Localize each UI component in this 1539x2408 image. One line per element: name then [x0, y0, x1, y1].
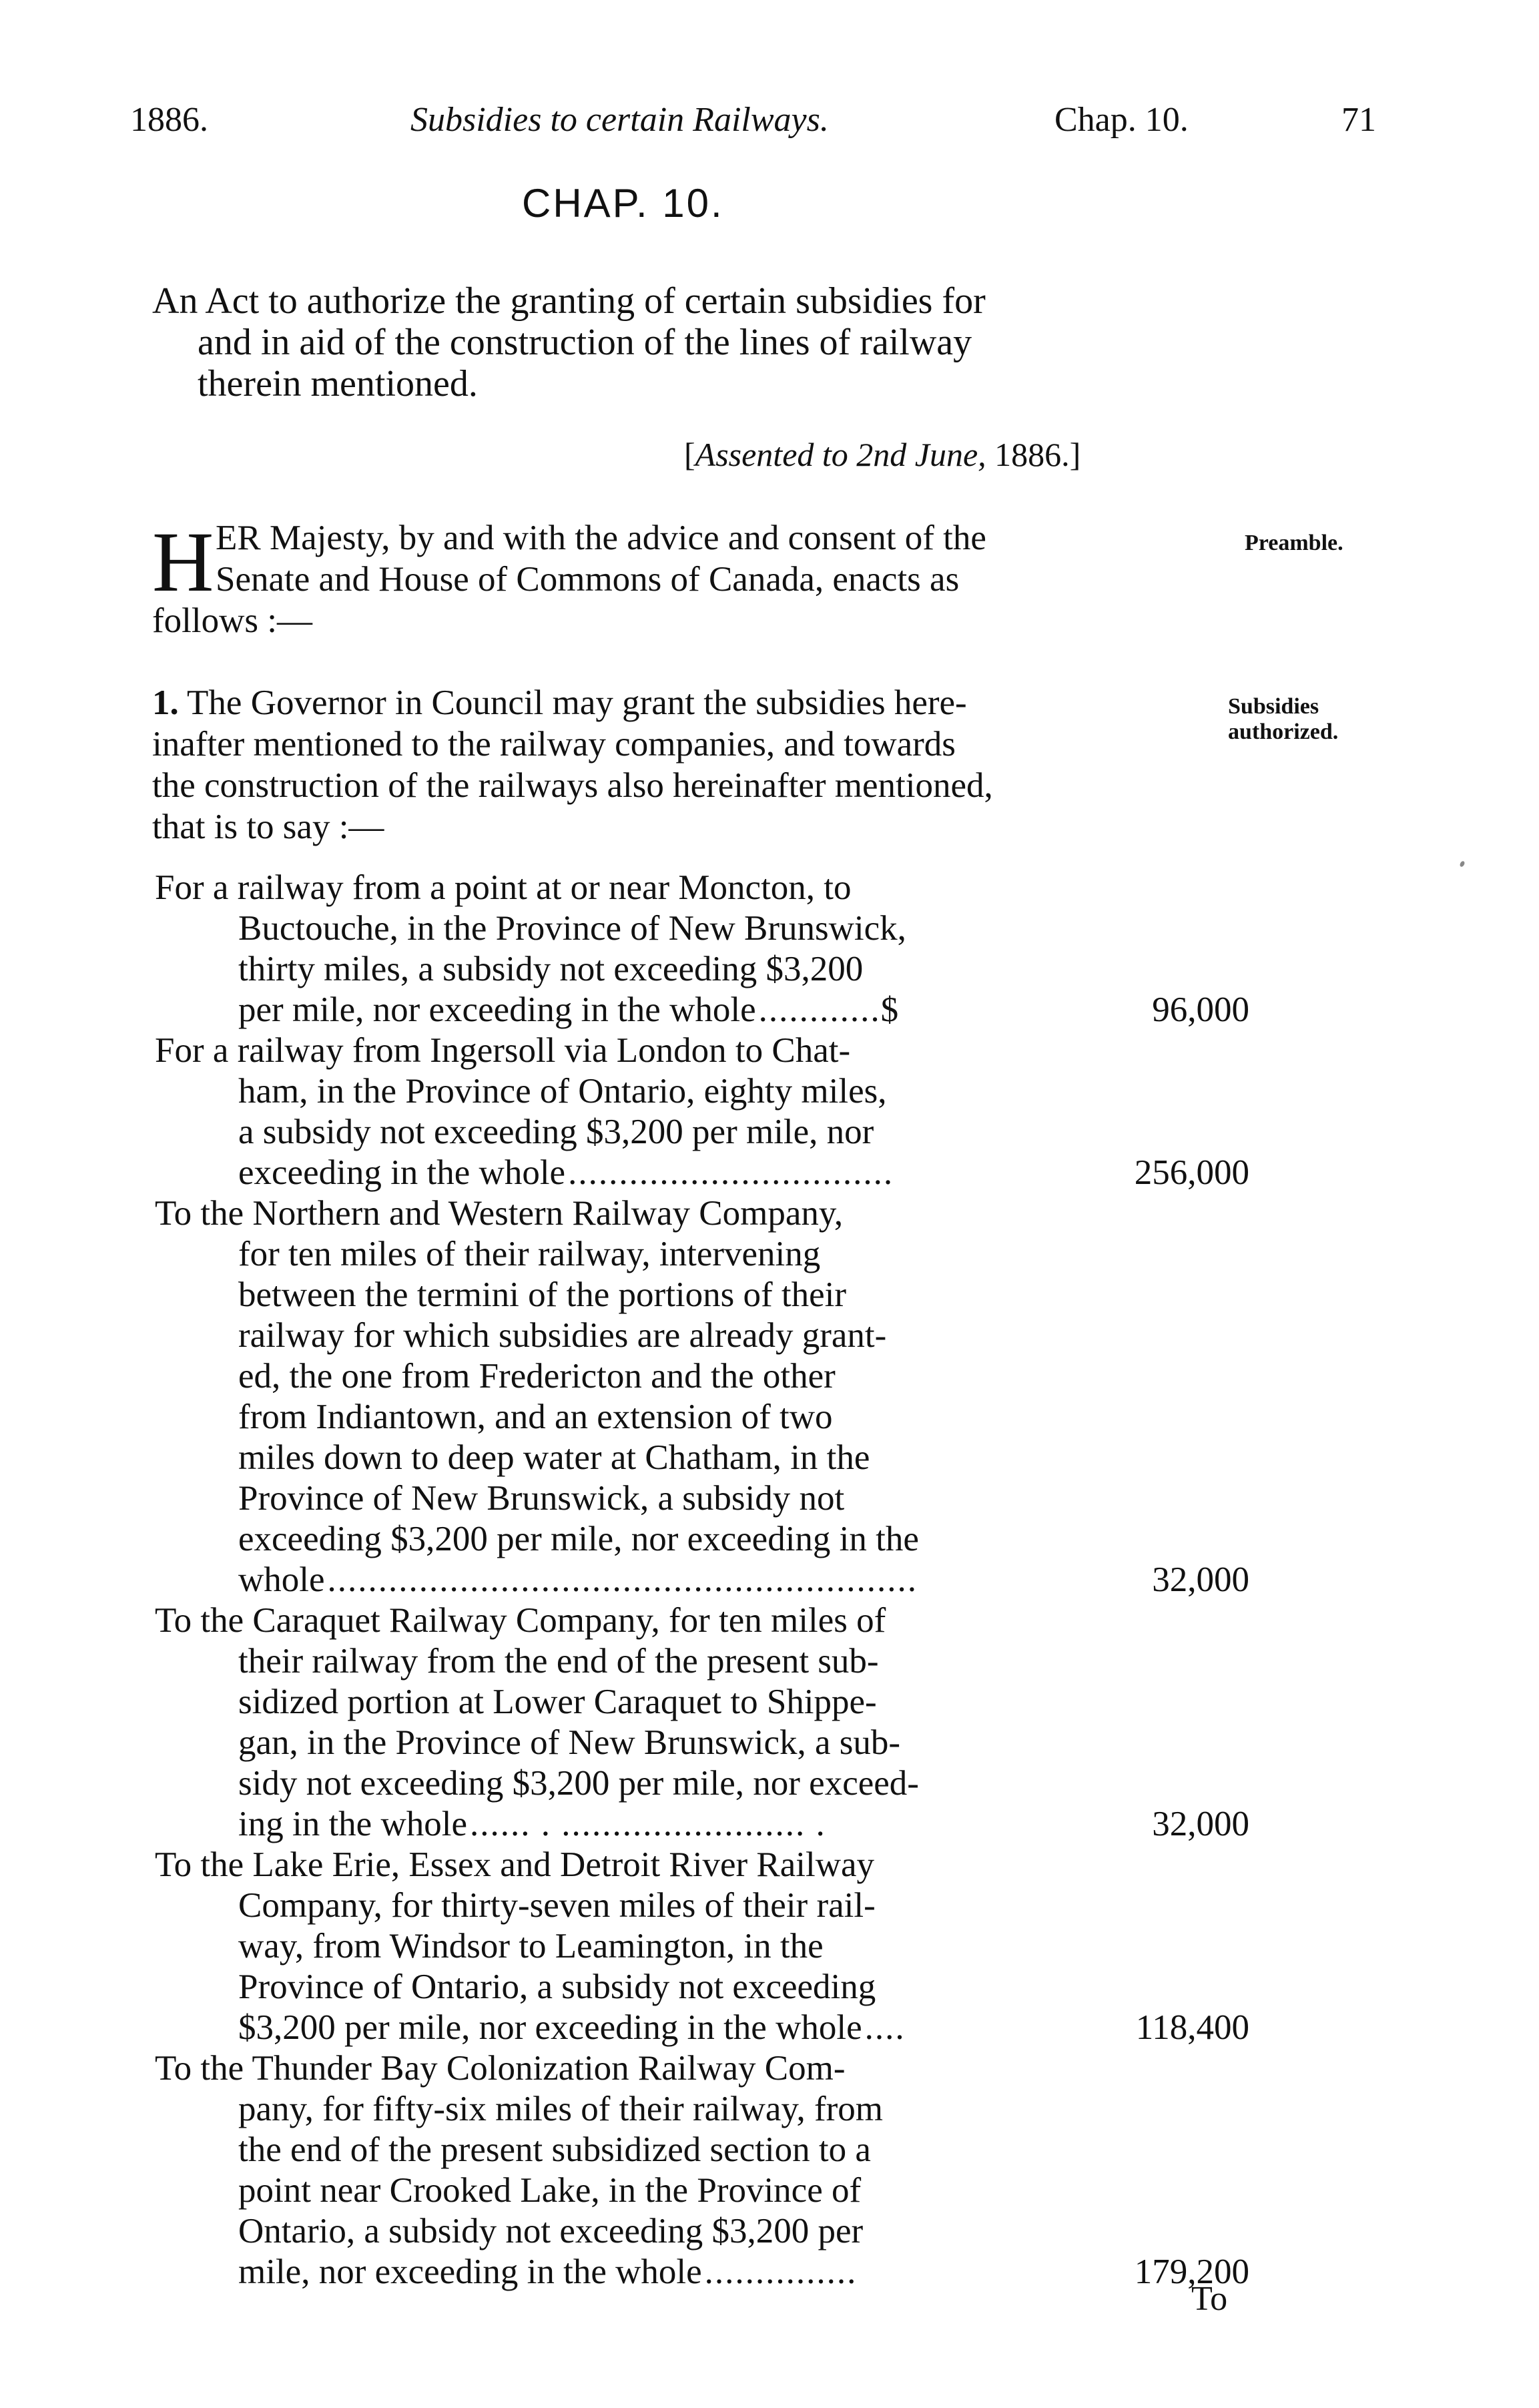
entry-line: point near Crooked Lake, in the Province of	[238, 2171, 862, 2210]
preamble-dropcap: H	[152, 515, 214, 609]
subsidy-entry	[155, 1600, 1249, 1845]
entry-line: Province of New Brunswick, a subsidy not	[238, 1479, 845, 1518]
preamble-text	[216, 517, 986, 600]
entry-line: To the Lake Erie, Essex and Detroit River Railway	[155, 1845, 875, 1884]
section-1-line: the construction of the railways also hereinafter mentioned,	[152, 766, 993, 805]
margin-note-subsidies	[1228, 694, 1338, 745]
entry-last-line	[155, 1804, 1249, 1845]
assent-date	[684, 435, 1081, 474]
header-year: 1886.	[130, 101, 208, 139]
subsidy-entry	[155, 1845, 1249, 2048]
preamble-line: Senate and House of Commons of Canada, enacts as	[216, 560, 960, 599]
entry-line: exceeding $3,200 per mile, nor exceeding in the	[238, 1520, 919, 1558]
section-number: 1.	[152, 683, 179, 722]
entry-line: ed, the one from Fredericton and the other	[238, 1357, 836, 1396]
header-chapter: Chap. 10.	[1054, 101, 1189, 139]
entry-line: mile, nor exceeding in the whole	[238, 2252, 702, 2291]
entry-line: per mile, nor exceeding in the whole	[238, 990, 756, 1029]
entry-line: miles down to deep water at Chatham, in the	[238, 1438, 870, 1477]
entry-line: For a railway from a point at or near Moncton, to	[155, 868, 852, 907]
assent-prefix: [	[684, 436, 695, 473]
entry-line: Company, for thirty-seven miles of their rail-	[238, 1886, 876, 1925]
entry-last-line	[155, 1560, 1249, 1600]
section-1-line: that is to say :—	[152, 808, 384, 846]
subsidy-amount: 32,000	[1152, 1560, 1249, 1599]
entry-line: between the termini of the portions of their	[238, 1275, 847, 1314]
entry-line: For a railway from Ingersoll via London to Chat-	[155, 1031, 851, 1070]
entry-line: sidy not exceeding $3,200 per mile, nor exceed-	[238, 1764, 919, 1803]
leader-dots: ............$	[758, 990, 900, 1029]
entry-line: Ontario, a subsidy not exceeding $3,200 per	[238, 2212, 864, 2250]
leader-dots: ....	[864, 2008, 906, 2047]
margin-note-line: authorized.	[1228, 719, 1339, 744]
subsidy-amount: 118,400	[1135, 2008, 1249, 2047]
entry-line: their railway from the end of the present sub-	[238, 1642, 879, 1681]
preamble-line: follows :—	[152, 601, 312, 640]
entry-last-line	[155, 1153, 1249, 1193]
entry-line: To the Northern and Western Railway Company,	[155, 1194, 844, 1233]
margin-note-line: Subsidies	[1228, 694, 1319, 719]
act-title	[152, 280, 1233, 404]
entry-line: To the Thunder Bay Colonization Railway Com-	[155, 2049, 846, 2088]
header-running-title: Subsidies to certain Railways.	[410, 101, 829, 139]
entry-line: Buctouche, in the Province of New Brunswick,	[238, 909, 906, 948]
preamble-line: ER Majesty, by and with the advice and consent of the	[216, 519, 986, 557]
subsidy-entry	[155, 868, 1249, 1030]
leader-dots: ................................	[568, 1153, 894, 1192]
section-1-line	[152, 682, 993, 723]
subsidy-amount: 32,000	[1152, 1805, 1249, 1843]
entry-line: from Indiantown, and an extension of two	[238, 1398, 833, 1436]
entry-line: thirty miles, a subsidy not exceeding $3,200	[238, 950, 864, 988]
chapter-heading: CHAP. 10.	[522, 181, 724, 226]
entry-line: Province of Ontario, a subsidy not exceeding	[238, 1968, 876, 2006]
entry-line: railway for which subsidies are already grant-	[238, 1316, 887, 1355]
leader-dots: ...... . ........................ .	[469, 1805, 826, 1843]
entry-line: exceeding in the whole	[238, 1153, 566, 1192]
subsidy-amount: 179,200	[1134, 2252, 1249, 2291]
margin-note-preamble: Preamble.	[1245, 531, 1343, 555]
entry-last-line	[155, 2252, 1249, 2293]
subsidy-amount: 96,000	[1152, 990, 1249, 1029]
assent-italic: Assented to 2nd June,	[695, 436, 986, 473]
section-1-line: inafter mentioned to the railway companies, and towards	[152, 725, 956, 764]
section-1	[152, 682, 993, 848]
entry-line: a subsidy not exceeding $3,200 per mile, nor	[238, 1113, 874, 1151]
assent-suffix: 1886.]	[986, 436, 1081, 473]
preamble-text-end	[152, 600, 312, 641]
entry-line: for ten miles of their railway, intervening	[238, 1235, 821, 1273]
entry-line: pany, for fifty-six miles of their railway, from	[238, 2090, 883, 2128]
ink-speck	[1459, 860, 1466, 868]
leader-dots: ...............	[704, 2252, 858, 2291]
entry-line: sidized portion at Lower Caraquet to Shippe-	[238, 1683, 877, 1721]
subsidy-entry	[155, 2048, 1249, 2293]
entry-line: gan, in the Province of New Brunswick, a sub-	[238, 1723, 901, 1762]
leader-dots: ..........................................................	[327, 1560, 918, 1599]
entry-line: To the Caraquet Railway Company, for ten miles of	[155, 1601, 886, 1640]
entry-line: ham, in the Province of Ontario, eighty miles,	[238, 1072, 887, 1111]
entry-last-line	[155, 2008, 1249, 2048]
entry-line: whole	[238, 1560, 325, 1599]
act-title-line: An Act to authorize the granting of certain subsidies for	[152, 280, 986, 322]
catchword: To	[1191, 2280, 1228, 2318]
entry-line: the end of the present subsidized section to a	[238, 2130, 871, 2169]
entry-line: $3,200 per mile, nor exceeding in the whole	[238, 2008, 862, 2047]
entry-last-line	[155, 990, 1249, 1030]
act-title-line: therein mentioned.	[198, 363, 478, 404]
subsidy-entry	[155, 1030, 1249, 1193]
subsidy-entry	[155, 1193, 1249, 1600]
subsidy-amount: 256,000	[1134, 1153, 1249, 1192]
entry-line: way, from Windsor to Leamington, in the	[238, 1927, 824, 1966]
act-title-line: and in aid of the construction of the lines of railway	[198, 322, 972, 363]
page-number: 71	[1341, 101, 1376, 139]
section-1-line-text: The Governor in Council may grant the subsidies here-	[187, 683, 967, 722]
entry-line: ing in the whole	[238, 1805, 467, 1843]
